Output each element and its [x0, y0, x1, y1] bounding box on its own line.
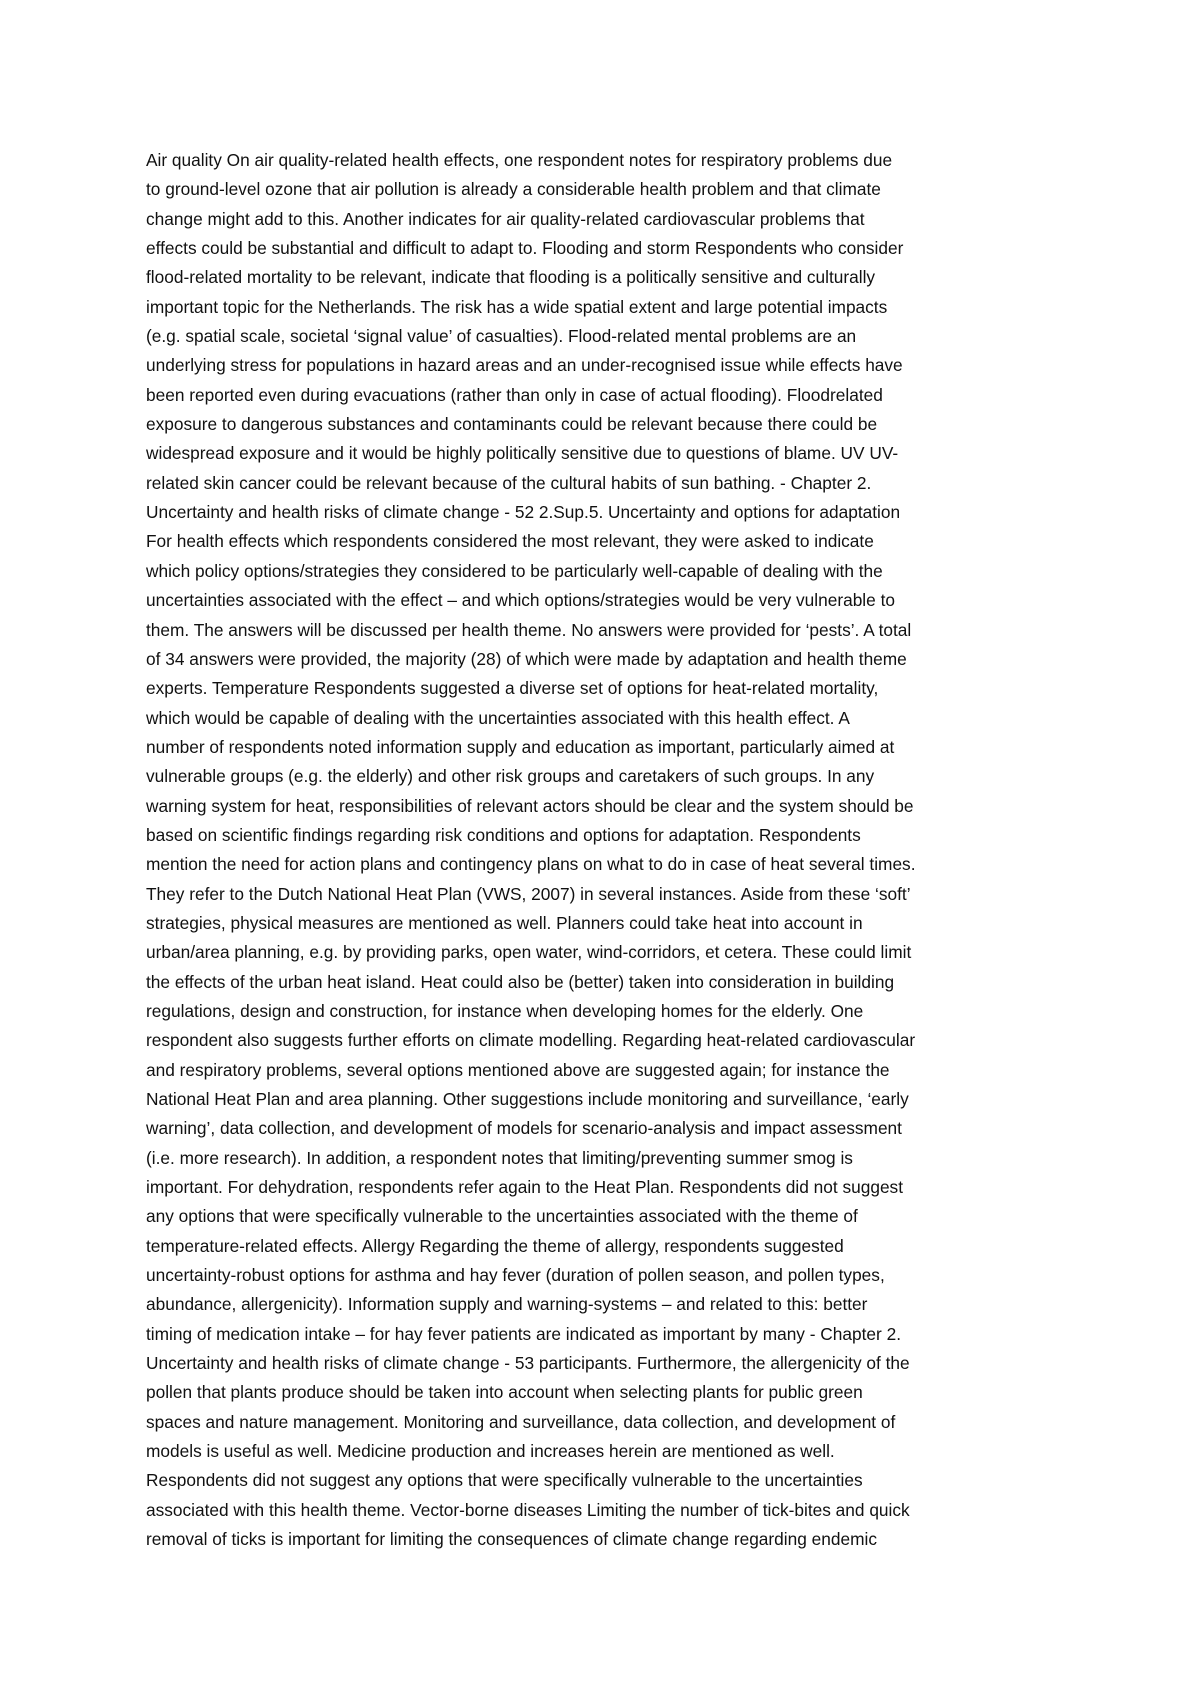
- text-line: effects could be substantial and difficult to adapt to. Flooding and storm Respondents who consider: [146, 238, 904, 259]
- text-line: flood-related mortality to be relevant, indicate that flooding is a politically sensitive and culturally: [146, 267, 876, 288]
- text-line: removal of ticks is important for limiting the consequences of climate change regarding endemic: [146, 1529, 877, 1550]
- text-line: warning system for heat, responsibilities of relevant actors should be clear and the system should be: [146, 795, 914, 816]
- text-line: important topic for the Netherlands. The risk has a wide spatial extent and large potential impacts: [146, 296, 888, 317]
- text-line: exposure to dangerous substances and contaminants could be relevant because there could be: [146, 414, 878, 435]
- text-line: been reported even during evacuations (rather than only in case of actual flooding). Floodrelated: [146, 384, 883, 405]
- text-line: underlying stress for populations in hazard areas and an under-recognised issue while effects have: [146, 355, 903, 376]
- text-line: Uncertainty and health risks of climate change - 52 2.Sup.5. Uncertainty and options for adaptation: [146, 502, 901, 523]
- text-line: Air quality On air quality-related health effects, one respondent notes for respiratory problems due: [146, 150, 893, 170]
- text-line: associated with this health theme. Vector-borne diseases Limiting the number of tick-bites and quick: [146, 1499, 910, 1520]
- text-line: (e.g. spatial scale, societal ‘signal value’ of casualties). Flood-related mental problems are an: [146, 326, 857, 347]
- text-line: strategies, physical measures are mentioned as well. Planners could take heat into account in: [146, 912, 863, 933]
- text-line: [146, 1555, 1076, 1584]
- text-line: warning’, data collection, and development of models for scenario-analysis and impact assessment: [146, 1118, 902, 1139]
- text-line: National Heat Plan and area planning. Other suggestions include monitoring and surveillance, ‘early: [146, 1089, 909, 1109]
- text-line: vulnerable groups (e.g. the elderly) and other risk groups and caretakers of such groups. In any: [146, 766, 875, 787]
- text-line: pollen that plants produce should be taken into account when selecting plants for public green: [146, 1382, 863, 1403]
- text-line: abundance, allergenicity). Information supply and warning-systems – and related to this: better: [146, 1294, 868, 1315]
- text-line: regulations, design and construction, for instance when developing homes for the elderly. One: [146, 1000, 864, 1021]
- text-line: Respondents did not suggest any options that were specifically vulnerable to the uncertainties: [146, 1470, 863, 1491]
- text-line: and respiratory problems, several options mentioned above are suggested again; for instance the: [146, 1059, 890, 1080]
- text-line: spaces and nature management. Monitoring and surveillance, data collection, and development of: [146, 1411, 896, 1432]
- text-line: the effects of the urban heat island. Heat could also be (better) taken into consideration in building: [146, 971, 895, 992]
- text-line: experts. Temperature Respondents suggested a diverse set of options for heat-related mortality,: [146, 678, 879, 699]
- text-line: uncertainty-robust options for asthma and hay fever (duration of pollen season, and pollen types,: [146, 1265, 885, 1286]
- text-line: uncertainties associated with the effect – and which options/strategies would be very vulnerable to: [146, 590, 895, 611]
- text-line: urban/area planning, e.g. by providing parks, open water, wind-corridors, et cetera. These could limit: [146, 942, 912, 963]
- text-line: based on scientific findings regarding risk conditions and options for adaptation. Respondents: [146, 824, 861, 845]
- text-line: respondent also suggests further efforts on climate modelling. Regarding heat-related cardiovascular: [146, 1030, 916, 1051]
- text-line: models is useful as well. Medicine production and increases herein are mentioned as well.: [146, 1441, 835, 1462]
- text-line: mention the need for action plans and contingency plans on what to do in case of heat several times.: [146, 854, 916, 875]
- text-line: which policy options/strategies they considered to be particularly well-capable of dealing with the: [146, 560, 883, 581]
- text-line: related skin cancer could be relevant because of the cultural habits of sun bathing. - Chapter 2.: [146, 472, 872, 493]
- text-line: For health effects which respondents considered the most relevant, they were asked to indicate: [146, 531, 874, 552]
- text-line: important. For dehydration, respondents refer again to the Heat Plan. Respondents did not suggest: [146, 1177, 903, 1198]
- text-line: to ground-level ozone that air pollution is already a considerable health problem and that climate: [146, 179, 881, 200]
- text-line: which would be capable of dealing with the uncertainties associated with this health effect. A: [146, 707, 850, 728]
- text-line: Uncertainty and health risks of climate change - 53 participants. Furthermore, the allergenicity of the: [146, 1353, 910, 1374]
- text-line: change might add to this. Another indicates for air quality-related cardiovascular problems that: [146, 208, 865, 229]
- text-line: of 34 answers were provided, the majority (28) of which were made by adaptation and health theme: [146, 648, 907, 669]
- text-line: number of respondents noted information supply and education as important, particularly aimed at: [146, 736, 895, 757]
- text-line: temperature-related effects. Allergy Regarding the theme of allergy, respondents suggested: [146, 1235, 844, 1256]
- text-line: them. The answers will be discussed per health theme. No answers were provided for ‘pests’. A total: [146, 619, 912, 640]
- body-text: [146, 146, 1076, 1584]
- text-line: widespread exposure and it would be highly politically sensitive due to questions of blame. UV UV-: [146, 443, 899, 464]
- text-line: timing of medication intake – for hay fever patients are indicated as important by many - Chapter 2.: [146, 1323, 901, 1344]
- text-line: They refer to the Dutch National Heat Plan (VWS, 2007) in several instances. Aside from these ‘soft’: [146, 883, 911, 904]
- text-line: (i.e. more research). In addition, a respondent notes that limiting/preventing summer smog is: [146, 1147, 853, 1168]
- text-line: any options that were specifically vulnerable to the uncertainties associated with the theme of: [146, 1206, 858, 1227]
